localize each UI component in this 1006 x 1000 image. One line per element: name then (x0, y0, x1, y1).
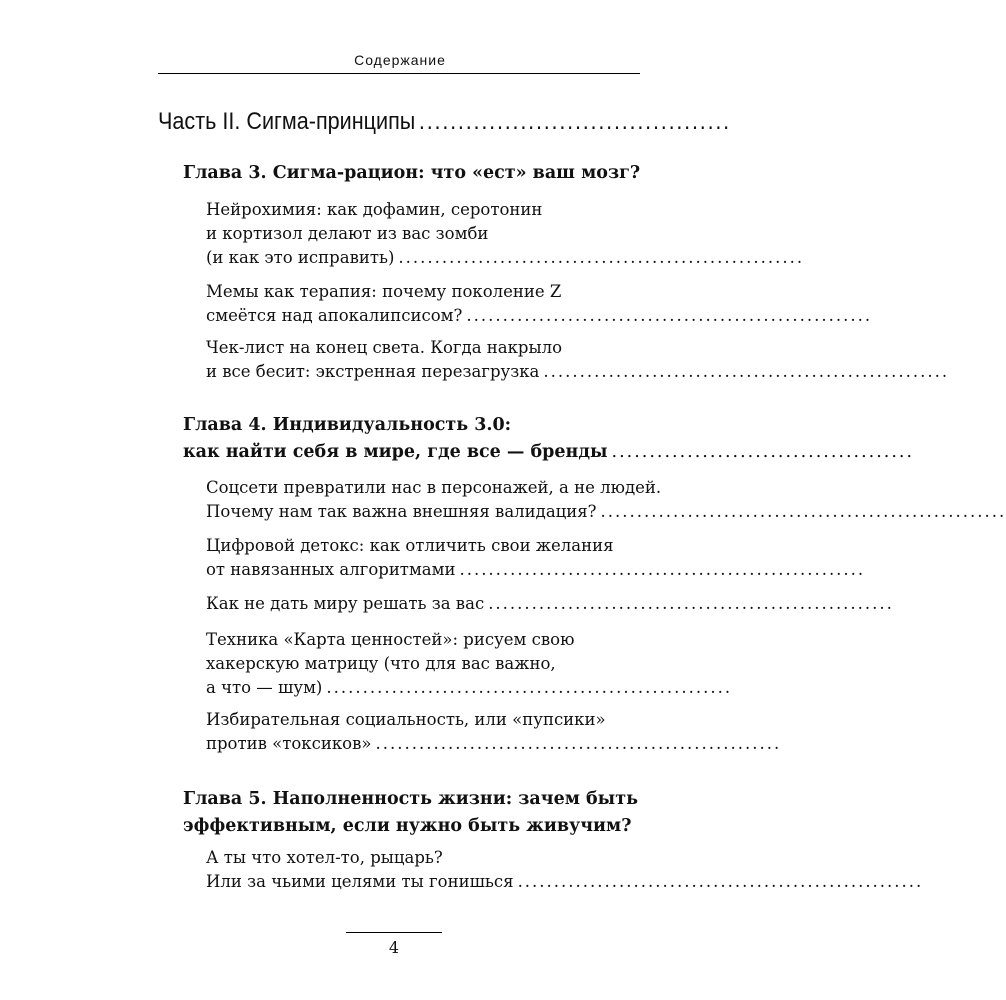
header-rule (158, 73, 640, 74)
toc-chapter-5: Глава 5. Наполненность жизни: зачем быть эффективным, если нужно быть живучим? (183, 789, 638, 836)
dot-leader: ........................................................ (326, 678, 733, 697)
toc-chapter-3: Глава 3. Сигма-рацион: что «ест» ваш мозг? (183, 163, 641, 183)
part-title: Часть II. Сигма-принципы (158, 108, 416, 135)
toc-section: Соцсети превратили нас в персонажей, а не людей. Почему нам так важна внешняя валидация? ........................................................ (206, 476, 624, 524)
toc-chapter-4: Глава 4. Индивидуальность 3.0: как найти себя в мире, где все — бренды ........................................ (183, 412, 624, 466)
dot-leader: ........................................................ (459, 560, 866, 579)
dot-leader: ........................................ (611, 442, 915, 462)
dot-leader: ........................................................ (375, 734, 782, 753)
toc-section: Мемы как терапия: почему поколение Z смеётся над апокалипсисом? ........................................................ (206, 280, 624, 328)
toc-section: Цифровой детокс: как отличить свои желания от навязанных алгоритмами ........................................................ (206, 534, 624, 582)
toc-section: Избирательная социальность, или «пупсики» против «токсиков» ........................................................ (206, 708, 624, 756)
toc-section: А ты что хотел-то, рыцарь? Или за чьими целями ты гонишься ........................................................ (206, 846, 624, 894)
dot-leader: ........................................................ (543, 362, 950, 381)
footer-rule (346, 932, 442, 933)
toc-section: Техника «Карта ценностей»: рисуем свою хакерскую матрицу (что для вас важно, а что — шум) ........................................................ (206, 628, 624, 700)
dot-leader: ........................................ (418, 108, 731, 135)
toc-section: Нейрохимия: как дофамин, серотонин и кортизол делают из вас зомби (и как это исправить) ........................................................ (206, 198, 624, 270)
dot-leader: ........................................................ (466, 306, 873, 325)
dot-leader: ........................................................ (398, 248, 805, 267)
dot-leader: ........................................................ (488, 594, 894, 613)
toc-section: Как не дать миру решать за вас ........................................................ (206, 592, 624, 616)
running-header: Содержание (354, 52, 446, 68)
dot-leader: ........................................................ (517, 872, 924, 891)
page-number: 4 (388, 938, 400, 957)
dot-leader: ........................................................ (600, 502, 1006, 521)
toc-section: Чек-лист на конец света. Когда накрыло и все бесит: экстренная перезагрузка ........................................................ (206, 336, 624, 384)
part-title-row (158, 108, 731, 136)
